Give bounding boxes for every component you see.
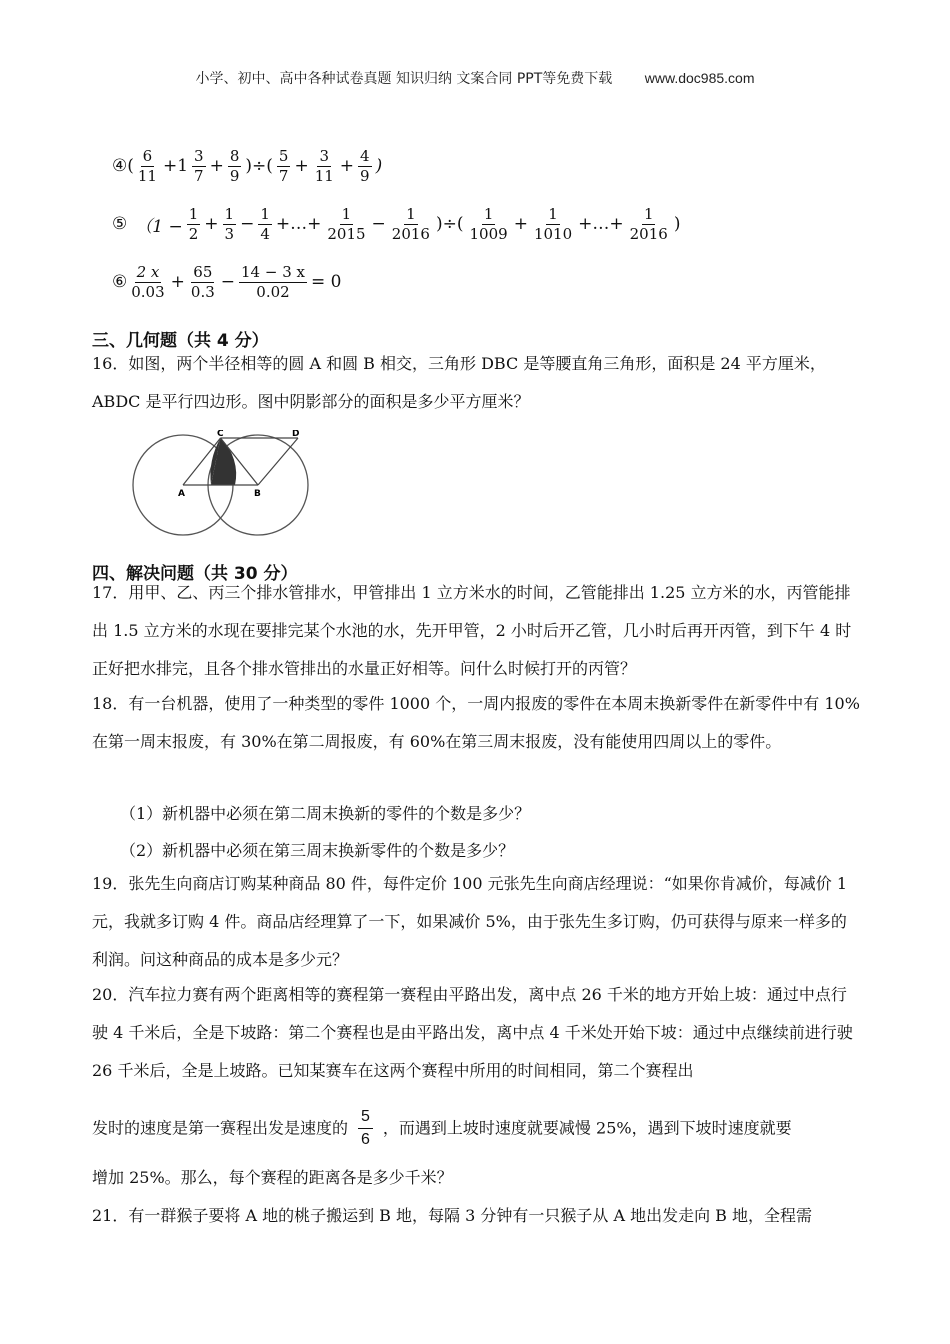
eq5-frac-2: $\frac{1}{3}$ — [224, 205, 235, 243]
header-site: www.doc985.com — [644, 70, 755, 86]
eq6-frac-2: $\frac{65}{0.3}$ — [190, 263, 215, 301]
question-18: 18．有一台机器，使用了一种类型的零件 1000 个，一周内报废的零件在本周末换新零件在新零件中有 10%在第一周末报废，有 30%在第二周报废，有 60%在第三周末报废，没有能使用四周以上的零件。 — [92, 694, 860, 751]
question-19: 19．张先生向商店订购某种商品 80 件，每件定价 100 元张先生向商店经理说：“如果你肯减价，每减价 1 元，我就多订购 4 件。商品店经理算了一下，如果减价 5%，由于张先生多订购，仍可获得与原来一样多的利润。问这种商品的成本是多少元？ — [92, 874, 848, 969]
eq4-op-4: + — [339, 156, 355, 176]
eq4-frac-4: $\frac{5}{7}$ — [278, 147, 289, 185]
eq5-frac-7: $\frac{1}{1010}$ — [533, 205, 573, 243]
eq5-frac-8: $\frac{1}{2016}$ — [629, 205, 668, 243]
eq4-op-1: +1 — [162, 156, 189, 176]
eq5-frac-4: $\frac{1}{2015}$ — [327, 205, 366, 243]
eq5-end: ) — [673, 214, 681, 234]
eq6-marker: ⑥ — [112, 272, 128, 292]
equation-6 — [112, 264, 343, 300]
equation-5 — [112, 206, 682, 242]
question-18-part-2: （2）新机器中必须在第三周末换新零件的个数是多少？ — [120, 841, 515, 860]
eq6-op-1: + — [170, 272, 185, 292]
eq4-frac-2: $\frac{3}{7}$ — [194, 147, 204, 185]
eq5-frac-6: $\frac{1}{1009}$ — [469, 205, 508, 243]
equation-4 — [112, 148, 384, 184]
question-17: 17．用甲、乙、丙三个排水管排水，甲管排出 1 立方米水的时间，乙管能排出 1.25 立方米的水，丙管能排出 1.5 立方米的水现在要排完某个水池的水，先开甲管，2 小时后开乙管，几小时后再开丙管，到下午 4 时正好把水排完，且各个排水管排出的水量正好相等。问什么时候打开的丙管？ — [92, 583, 852, 678]
eq4-mid: )÷( — [245, 156, 273, 176]
eq4-end: ) — [375, 156, 383, 176]
question-16: 16．如图，两个半径相等的圆 A 和圆 B 相交，三角形 DBC 是等腰直角三角形，面积是 24 平方厘米，ABDC 是平行四边形。图中阴影部分的面积是多少平方厘米？ — [92, 354, 826, 411]
eq5-marker: ⑤ — [112, 214, 128, 234]
eq6-frac-3: $\frac{14 - 3 x}{0.02}$ — [241, 263, 305, 301]
segment-bd — [258, 438, 298, 485]
section-4-title: 四、解决问题（共 30 分） — [92, 564, 298, 584]
label-a: A — [178, 489, 185, 499]
header-text: 小学、初中、高中各种试卷真题 知识归纳 文案合同 PPT等免费下载 — [195, 71, 613, 87]
eq5-op-3: +…+ — [275, 214, 322, 234]
eq6-frac-1: $\frac{2 x}{0.03}$ — [131, 263, 165, 301]
eq5-op-4: − — [371, 214, 386, 234]
geometry-figure — [128, 430, 318, 544]
eq5-mid: )÷( — [435, 214, 464, 234]
eq4-op-2: + — [209, 156, 224, 176]
question-18-part-1: （1）新机器中必须在第二周末换新的零件的个数是多少？ — [120, 804, 531, 823]
eq5-open: （1 − — [135, 216, 183, 237]
question-20-speed-post: ，而遇到上坡时速度就要减慢 25%，遇到下坡时速度就要 — [382, 1118, 792, 1138]
eq4-frac-3: $\frac{8}{9}$ — [229, 147, 240, 185]
label-b: B — [254, 489, 261, 499]
eq4-frac-1: $\frac{6}{11}$ — [137, 147, 157, 185]
eq5-frac-3: $\frac{1}{4}$ — [260, 205, 270, 243]
question-20-lines: 20．汽车拉力赛有两个距离相等的赛程第一赛程由平路出发，离中点 26 千米的地方开始上坡：通过中点行驶 4 千米后，全是下坡路：第二个赛程也是由平路出发，离中点 4 千米处开始下坡：通过中点继续前进行驶 26 千米后，全是上坡路。已知某赛车在这两个赛程中所用的时间相同，第二个赛程出 — [92, 985, 853, 1080]
eq6-op-2: − — [220, 272, 236, 292]
question-20-speed-pre: 发时的速度是第一赛程出发是速度的 — [92, 1118, 349, 1138]
eq5-frac-1: $\frac{1}{2}$ — [188, 205, 199, 243]
question-21: 21．有一群猴子要将 A 地的桃子搬运到 B 地，每隔 3 分钟有一只猴子从 A 地出发走向 B 地，全程需 — [92, 1206, 813, 1225]
section-3-title: 三、几何题（共 4 分） — [92, 331, 269, 351]
eq5-op-6: +…+ — [578, 214, 624, 234]
question-20-line-speed — [92, 1108, 862, 1150]
question-20-fraction: $\frac{5}{6}$ — [358, 1108, 373, 1150]
eq5-op-5: + — [513, 214, 528, 234]
page-header — [0, 68, 950, 88]
eq5-op-1: + — [204, 214, 219, 234]
eq4-marker: ④( — [112, 156, 134, 176]
eq4-frac-6: $\frac{4}{9}$ — [360, 147, 370, 185]
eq4-frac-5: $\frac{3}{11}$ — [314, 147, 334, 185]
circles-diagram — [128, 430, 318, 540]
eq5-op-2: − — [240, 214, 255, 234]
label-d: D — [292, 430, 300, 439]
eq4-op-3: + — [294, 156, 309, 176]
label-c: C — [217, 430, 224, 439]
eq5-frac-5: $\frac{1}{2016}$ — [391, 205, 430, 243]
question-20-last-line: 增加 25%。那么，每个赛程的距离各是多少千米？ — [92, 1168, 453, 1187]
eq6-end: = 0 — [310, 272, 342, 292]
